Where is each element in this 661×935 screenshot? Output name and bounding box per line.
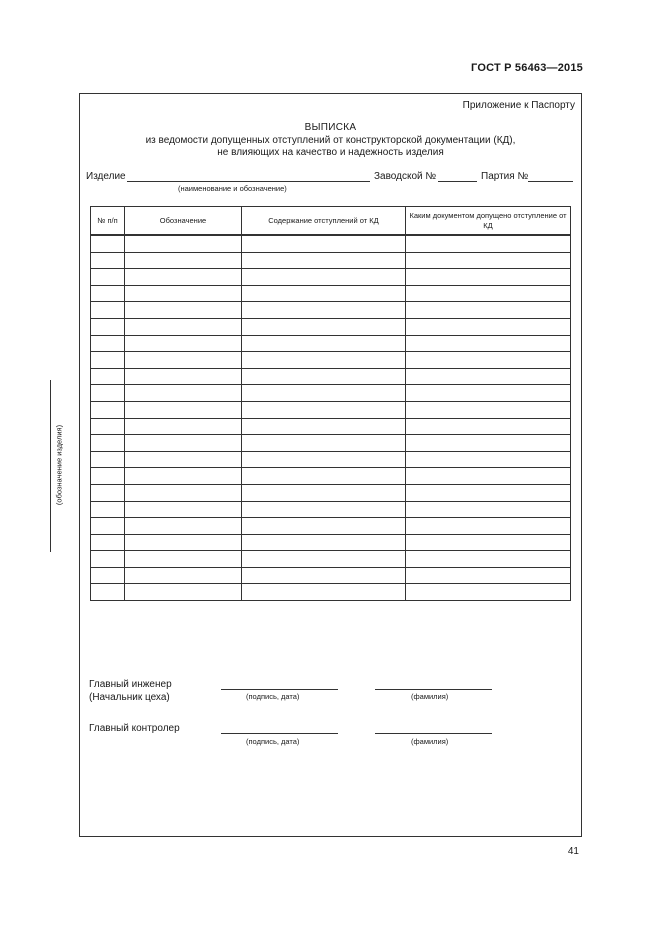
table-cell[interactable] [406, 567, 571, 584]
table-row [91, 318, 571, 335]
table-cell[interactable] [406, 501, 571, 518]
table-header-row [91, 207, 571, 236]
table-row [91, 468, 571, 485]
table-cell[interactable] [242, 518, 406, 535]
signature-caption: (подпись, дата) [246, 692, 300, 701]
side-caption-rule [50, 380, 51, 552]
table-cell[interactable] [406, 435, 571, 452]
table-row [91, 302, 571, 319]
table-cell[interactable] [91, 584, 125, 601]
table-row [91, 435, 571, 452]
table-cell[interactable] [91, 318, 125, 335]
table-cell[interactable] [242, 401, 406, 418]
table-cell[interactable] [91, 501, 125, 518]
shop-head-label: (Начальник цеха) [89, 691, 170, 703]
table-cell[interactable] [406, 285, 571, 302]
table-cell[interactable] [406, 418, 571, 435]
column-header-deviation-content: Содержание отступлений от КД [242, 207, 406, 236]
table-cell[interactable] [406, 468, 571, 485]
title-line-3: не влияющих на качество и надежность изделия [217, 147, 444, 158]
table-cell[interactable] [125, 567, 242, 584]
table-cell[interactable] [406, 401, 571, 418]
chief-engineer-label: Главный инженер [89, 679, 172, 690]
table-cell[interactable] [242, 567, 406, 584]
table-row [91, 484, 571, 501]
table-row [91, 584, 571, 601]
table-cell[interactable] [91, 352, 125, 369]
table-cell[interactable] [406, 518, 571, 535]
table-cell[interactable] [242, 418, 406, 435]
table-cell[interactable] [125, 518, 242, 535]
table-cell[interactable] [406, 534, 571, 551]
table-cell[interactable] [125, 468, 242, 485]
product-field-line[interactable] [127, 181, 370, 182]
table-cell[interactable] [406, 385, 571, 402]
chief-engineer-block [89, 679, 172, 704]
column-header-number: № п/п [91, 207, 125, 236]
table-cell[interactable] [91, 418, 125, 435]
chief-engineer-surname-line[interactable] [375, 689, 492, 690]
table-cell[interactable] [242, 385, 406, 402]
title-line-2: из ведомости допущенных отступлений от конструкторской документации (КД), [145, 134, 516, 146]
table-cell[interactable] [242, 302, 406, 319]
table-cell[interactable] [91, 335, 125, 352]
deviations-table [90, 206, 571, 601]
title-line-1: ВЫПИСКА [304, 122, 357, 133]
table-cell[interactable] [91, 468, 125, 485]
side-caption: (обозначение изделия) [54, 424, 64, 506]
standard-code: ГОСТ Р 56463—2015 [471, 62, 583, 74]
table-row [91, 534, 571, 551]
table-cell[interactable] [406, 235, 571, 252]
table-cell[interactable] [91, 567, 125, 584]
table-row [91, 451, 571, 468]
table-cell[interactable] [406, 269, 571, 286]
table-cell[interactable] [91, 401, 125, 418]
table-cell[interactable] [406, 352, 571, 369]
serial-label: Заводской № [374, 171, 437, 182]
table-cell[interactable] [91, 451, 125, 468]
table-cell[interactable] [242, 335, 406, 352]
table-row [91, 418, 571, 435]
table-cell[interactable] [242, 269, 406, 286]
table-cell[interactable] [406, 584, 571, 601]
table-cell[interactable] [242, 551, 406, 568]
table-cell[interactable] [406, 484, 571, 501]
table-cell[interactable] [91, 551, 125, 568]
table-cell[interactable] [91, 302, 125, 319]
table-cell[interactable] [406, 551, 571, 568]
table-cell[interactable] [242, 252, 406, 269]
table-row [91, 401, 571, 418]
table-cell[interactable] [406, 302, 571, 319]
table-cell[interactable] [125, 534, 242, 551]
chief-controller-surname-line[interactable] [375, 733, 492, 734]
table-cell[interactable] [406, 451, 571, 468]
chief-controller-signature-line[interactable] [221, 733, 338, 734]
chief-controller-label: Главный контролер [89, 723, 180, 734]
table-cell[interactable] [125, 451, 242, 468]
table-cell[interactable] [242, 435, 406, 452]
table-cell[interactable] [91, 252, 125, 269]
product-caption: (наименование и обозначение) [178, 184, 287, 193]
column-header-approving-document: Каким документом допущено отступление от КД [406, 207, 571, 236]
table-row [91, 551, 571, 568]
table-cell[interactable] [125, 302, 242, 319]
table-row [91, 518, 571, 535]
serial-field-line[interactable] [438, 181, 477, 182]
table-cell[interactable] [91, 269, 125, 286]
table-cell[interactable] [242, 352, 406, 369]
table-cell[interactable] [125, 269, 242, 286]
table-cell[interactable] [406, 335, 571, 352]
table-cell[interactable] [242, 285, 406, 302]
table-cell[interactable] [91, 484, 125, 501]
table-row [91, 285, 571, 302]
table-cell[interactable] [91, 235, 125, 252]
table-cell[interactable] [125, 385, 242, 402]
table-cell[interactable] [125, 484, 242, 501]
signature-caption: (подпись, дата) [246, 737, 300, 746]
table-row [91, 335, 571, 352]
table-cell[interactable] [125, 401, 242, 418]
batch-field-line[interactable] [528, 181, 573, 182]
table-cell[interactable] [125, 352, 242, 369]
table-cell[interactable] [125, 435, 242, 452]
table-cell[interactable] [406, 368, 571, 385]
table-row [91, 501, 571, 518]
table-cell[interactable] [91, 435, 125, 452]
table-cell[interactable] [242, 451, 406, 468]
batch-label: Партия № [481, 171, 529, 182]
table-row [91, 269, 571, 286]
table-cell[interactable] [125, 418, 242, 435]
table-cell[interactable] [242, 318, 406, 335]
table-cell[interactable] [406, 318, 571, 335]
table-cell[interactable] [406, 252, 571, 269]
appendix-note: Приложение к Паспорту [462, 100, 575, 111]
table-cell[interactable] [242, 534, 406, 551]
table-cell[interactable] [91, 518, 125, 535]
table-cell[interactable] [125, 551, 242, 568]
chief-engineer-signature-line[interactable] [221, 689, 338, 690]
table-row [91, 567, 571, 584]
table-row [91, 252, 571, 269]
table-cell[interactable] [242, 484, 406, 501]
product-label: Изделие [86, 171, 126, 182]
table-cell[interactable] [125, 335, 242, 352]
table-row [91, 385, 571, 402]
table-cell[interactable] [91, 285, 125, 302]
table-cell[interactable] [125, 584, 242, 601]
table-cell[interactable] [242, 501, 406, 518]
table-cell[interactable] [125, 318, 242, 335]
table-cell[interactable] [242, 468, 406, 485]
table-row [91, 235, 571, 252]
column-header-designation: Обозначение [125, 207, 242, 236]
table-cell[interactable] [91, 385, 125, 402]
table-cell[interactable] [125, 501, 242, 518]
table-cell[interactable] [125, 368, 242, 385]
table-cell[interactable] [242, 584, 406, 601]
table-cell[interactable] [91, 534, 125, 551]
surname-caption: (фамилия) [411, 737, 449, 746]
surname-caption: (фамилия) [411, 692, 449, 701]
table-cell[interactable] [91, 368, 125, 385]
table-row [91, 368, 571, 385]
table-row [91, 352, 571, 369]
form-title [79, 122, 582, 160]
table-cell[interactable] [125, 285, 242, 302]
table-cell[interactable] [242, 235, 406, 252]
table-cell[interactable] [125, 235, 242, 252]
table-cell[interactable] [242, 368, 406, 385]
page-number: 41 [567, 846, 579, 857]
table-cell[interactable] [125, 252, 242, 269]
